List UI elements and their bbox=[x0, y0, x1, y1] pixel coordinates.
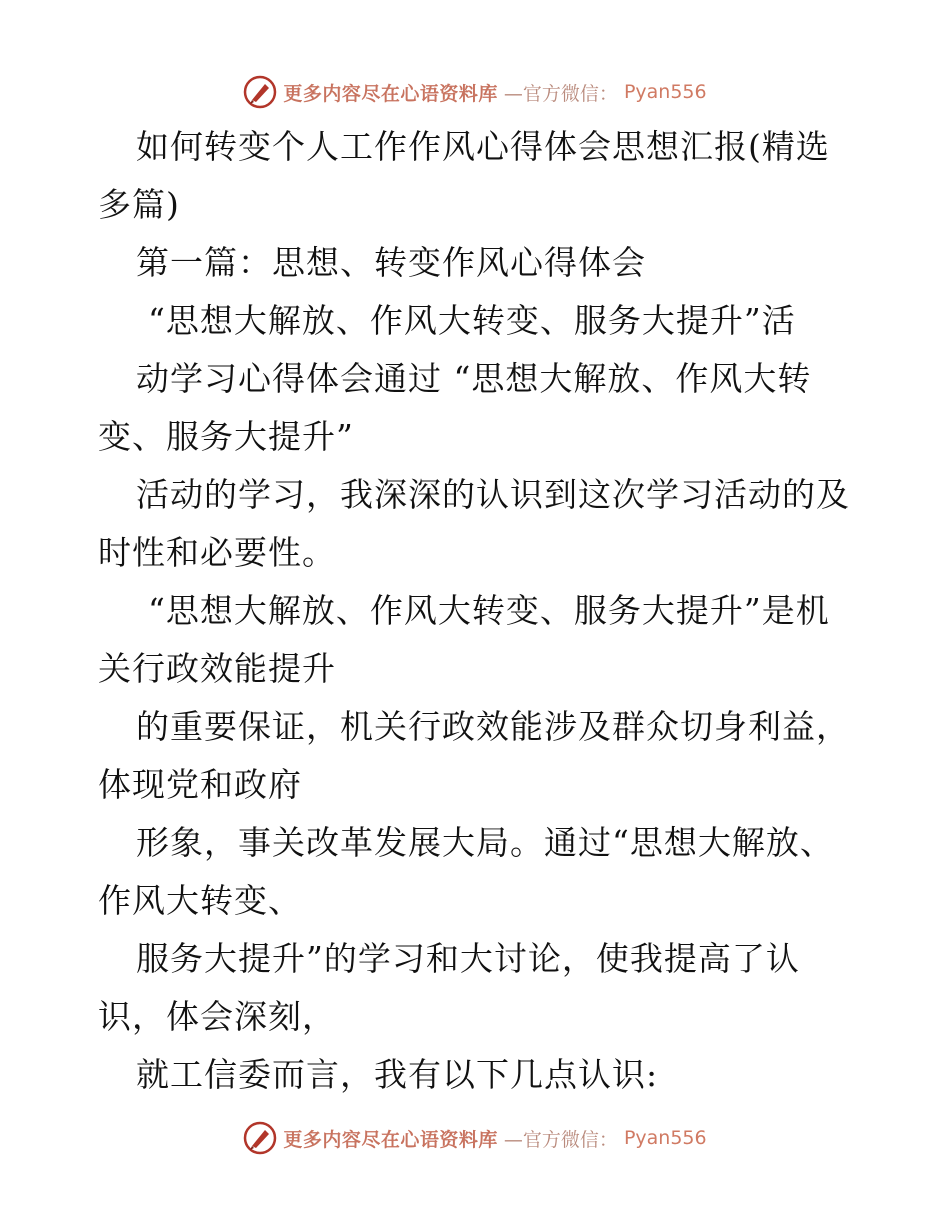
doc-title-line-1: 如何转变个人工作作风心得体会思想汇报(精选 bbox=[136, 127, 830, 166]
document-body bbox=[98, 118, 858, 1104]
banner-wechat-id: Pyan556 bbox=[623, 81, 707, 103]
banner-official-label: —官方微信： bbox=[503, 1128, 618, 1151]
paragraph-line: 作风大转变、 bbox=[98, 881, 302, 920]
paragraph-line: 识，体会深刻， bbox=[98, 997, 336, 1036]
banner-wechat-id: Pyan556 bbox=[623, 1127, 707, 1149]
paragraph-line: 变、服务大提升” bbox=[98, 417, 354, 456]
paragraph-line: 活动的学习，我深深的认识到这次学习活动的及 bbox=[136, 475, 850, 514]
footer-banner bbox=[0, 1118, 950, 1158]
paragraph-line: “思想大解放、作风大转变、服务大提升”是机 bbox=[148, 591, 830, 630]
pen-logo-icon bbox=[243, 1121, 277, 1155]
section-heading: 第一篇：思想、转变作风心得体会 bbox=[136, 243, 646, 282]
banner-official-label: —官方微信： bbox=[503, 82, 618, 105]
paragraph-line: 时性和必要性。 bbox=[98, 533, 336, 572]
banner-brand-text: 更多内容尽在心语资料库 bbox=[283, 1128, 498, 1151]
paragraph-line: 服务大提升”的学习和大讨论，使我提高了认 bbox=[136, 939, 800, 978]
doc-title-line-2: 多篇) bbox=[98, 185, 180, 224]
paragraph-line: 的重要保证，机关行政效能涉及群众切身利益， bbox=[136, 707, 850, 746]
paragraph-line: 形象，事关改革发展大局。通过“思想大解放、 bbox=[136, 823, 834, 862]
header-banner bbox=[0, 72, 950, 112]
paragraph-line: “思想大解放、作风大转变、服务大提升”活 bbox=[148, 301, 796, 340]
banner-brand-text: 更多内容尽在心语资料库 bbox=[283, 82, 498, 105]
paragraph-line: 关行政效能提升 bbox=[98, 649, 336, 688]
paragraph-line: 体现党和政府 bbox=[98, 765, 302, 804]
paragraph-line: 就工信委而言，我有以下几点认识: bbox=[136, 1055, 659, 1094]
pen-logo-icon bbox=[243, 75, 277, 109]
paragraph-line: 动学习心得体会通过 “思想大解放、作风大转 bbox=[136, 359, 812, 398]
